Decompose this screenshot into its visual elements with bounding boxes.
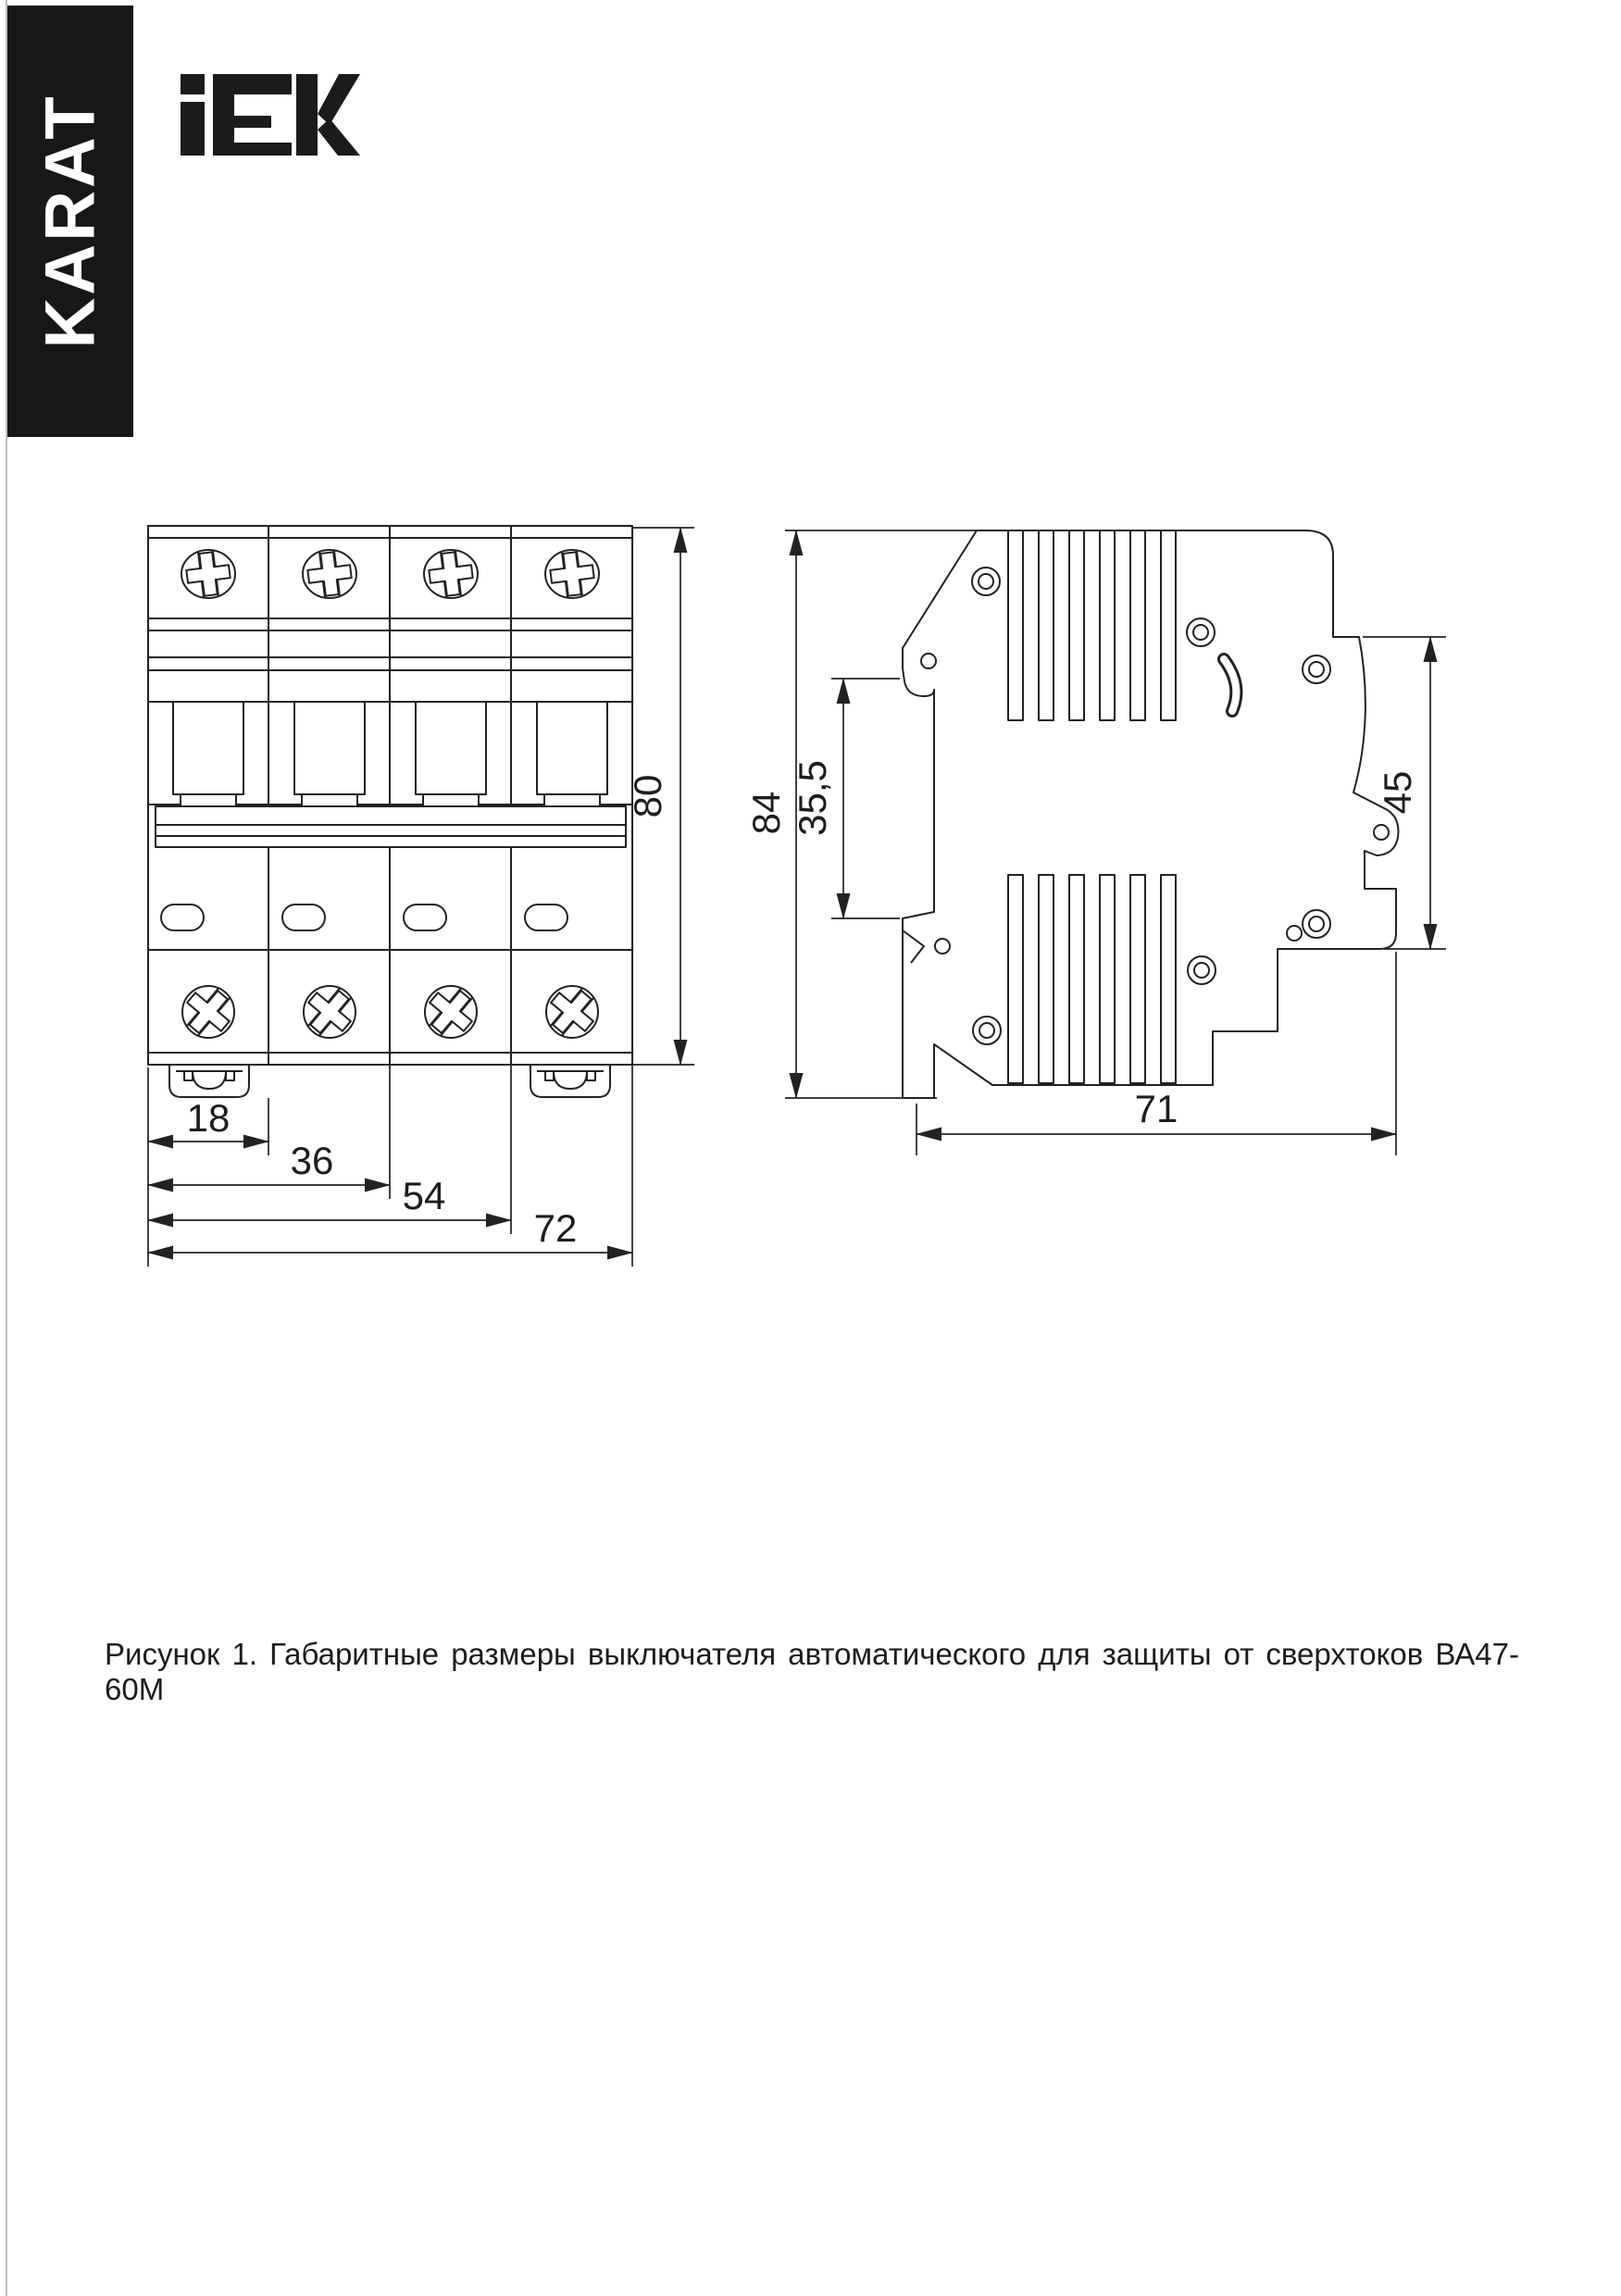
karat-vertical-text: KARAT	[31, 94, 110, 349]
dimension-rail-recess	[791, 679, 900, 918]
label-window	[404, 905, 446, 930]
dimension-front-height	[626, 528, 694, 1065]
toggle-handle	[173, 702, 243, 806]
rivet	[1188, 956, 1216, 984]
rivet	[973, 1017, 1001, 1044]
side-body-outline	[903, 530, 1398, 1098]
din-clip	[169, 1065, 249, 1097]
svg-text:18: 18	[186, 1096, 231, 1140]
label-window	[161, 905, 204, 930]
side-view	[903, 530, 1398, 1098]
handle-tie-bar	[156, 806, 626, 847]
pin-hole	[921, 654, 936, 668]
terminal-screw-top	[181, 548, 235, 599]
toggle-handle	[416, 702, 486, 806]
din-clip	[530, 1065, 610, 1097]
rivet	[1303, 655, 1330, 683]
svg-text:54: 54	[402, 1174, 446, 1217]
svg-text:80: 80	[626, 774, 669, 818]
rivet	[1303, 910, 1330, 938]
toggle-handle	[294, 702, 365, 806]
terminal-screw-top	[545, 548, 599, 599]
label-window	[525, 905, 567, 930]
svg-text:35,5: 35,5	[791, 760, 834, 836]
terminal-screw-top	[424, 548, 478, 599]
svg-text:36: 36	[290, 1139, 334, 1182]
label-window	[282, 905, 325, 930]
svg-text:72: 72	[533, 1206, 578, 1250]
svg-text:45: 45	[1376, 770, 1419, 815]
lever-pin-hole	[1374, 825, 1389, 840]
rivet	[1187, 618, 1215, 646]
terminal-screw-top	[303, 548, 356, 599]
rivet	[972, 568, 1000, 595]
front-view	[148, 526, 632, 1097]
pin-hole	[1287, 926, 1302, 941]
toggle-handle	[537, 702, 607, 806]
svg-text:84: 84	[744, 791, 788, 835]
pin-hole	[935, 939, 950, 954]
figure-caption: Рисунок 1. Габаритные размеры выключателя автоматического для защиты от сверхтоков ВА47-60М	[105, 1637, 1519, 1706]
svg-text:71: 71	[1134, 1087, 1178, 1130]
